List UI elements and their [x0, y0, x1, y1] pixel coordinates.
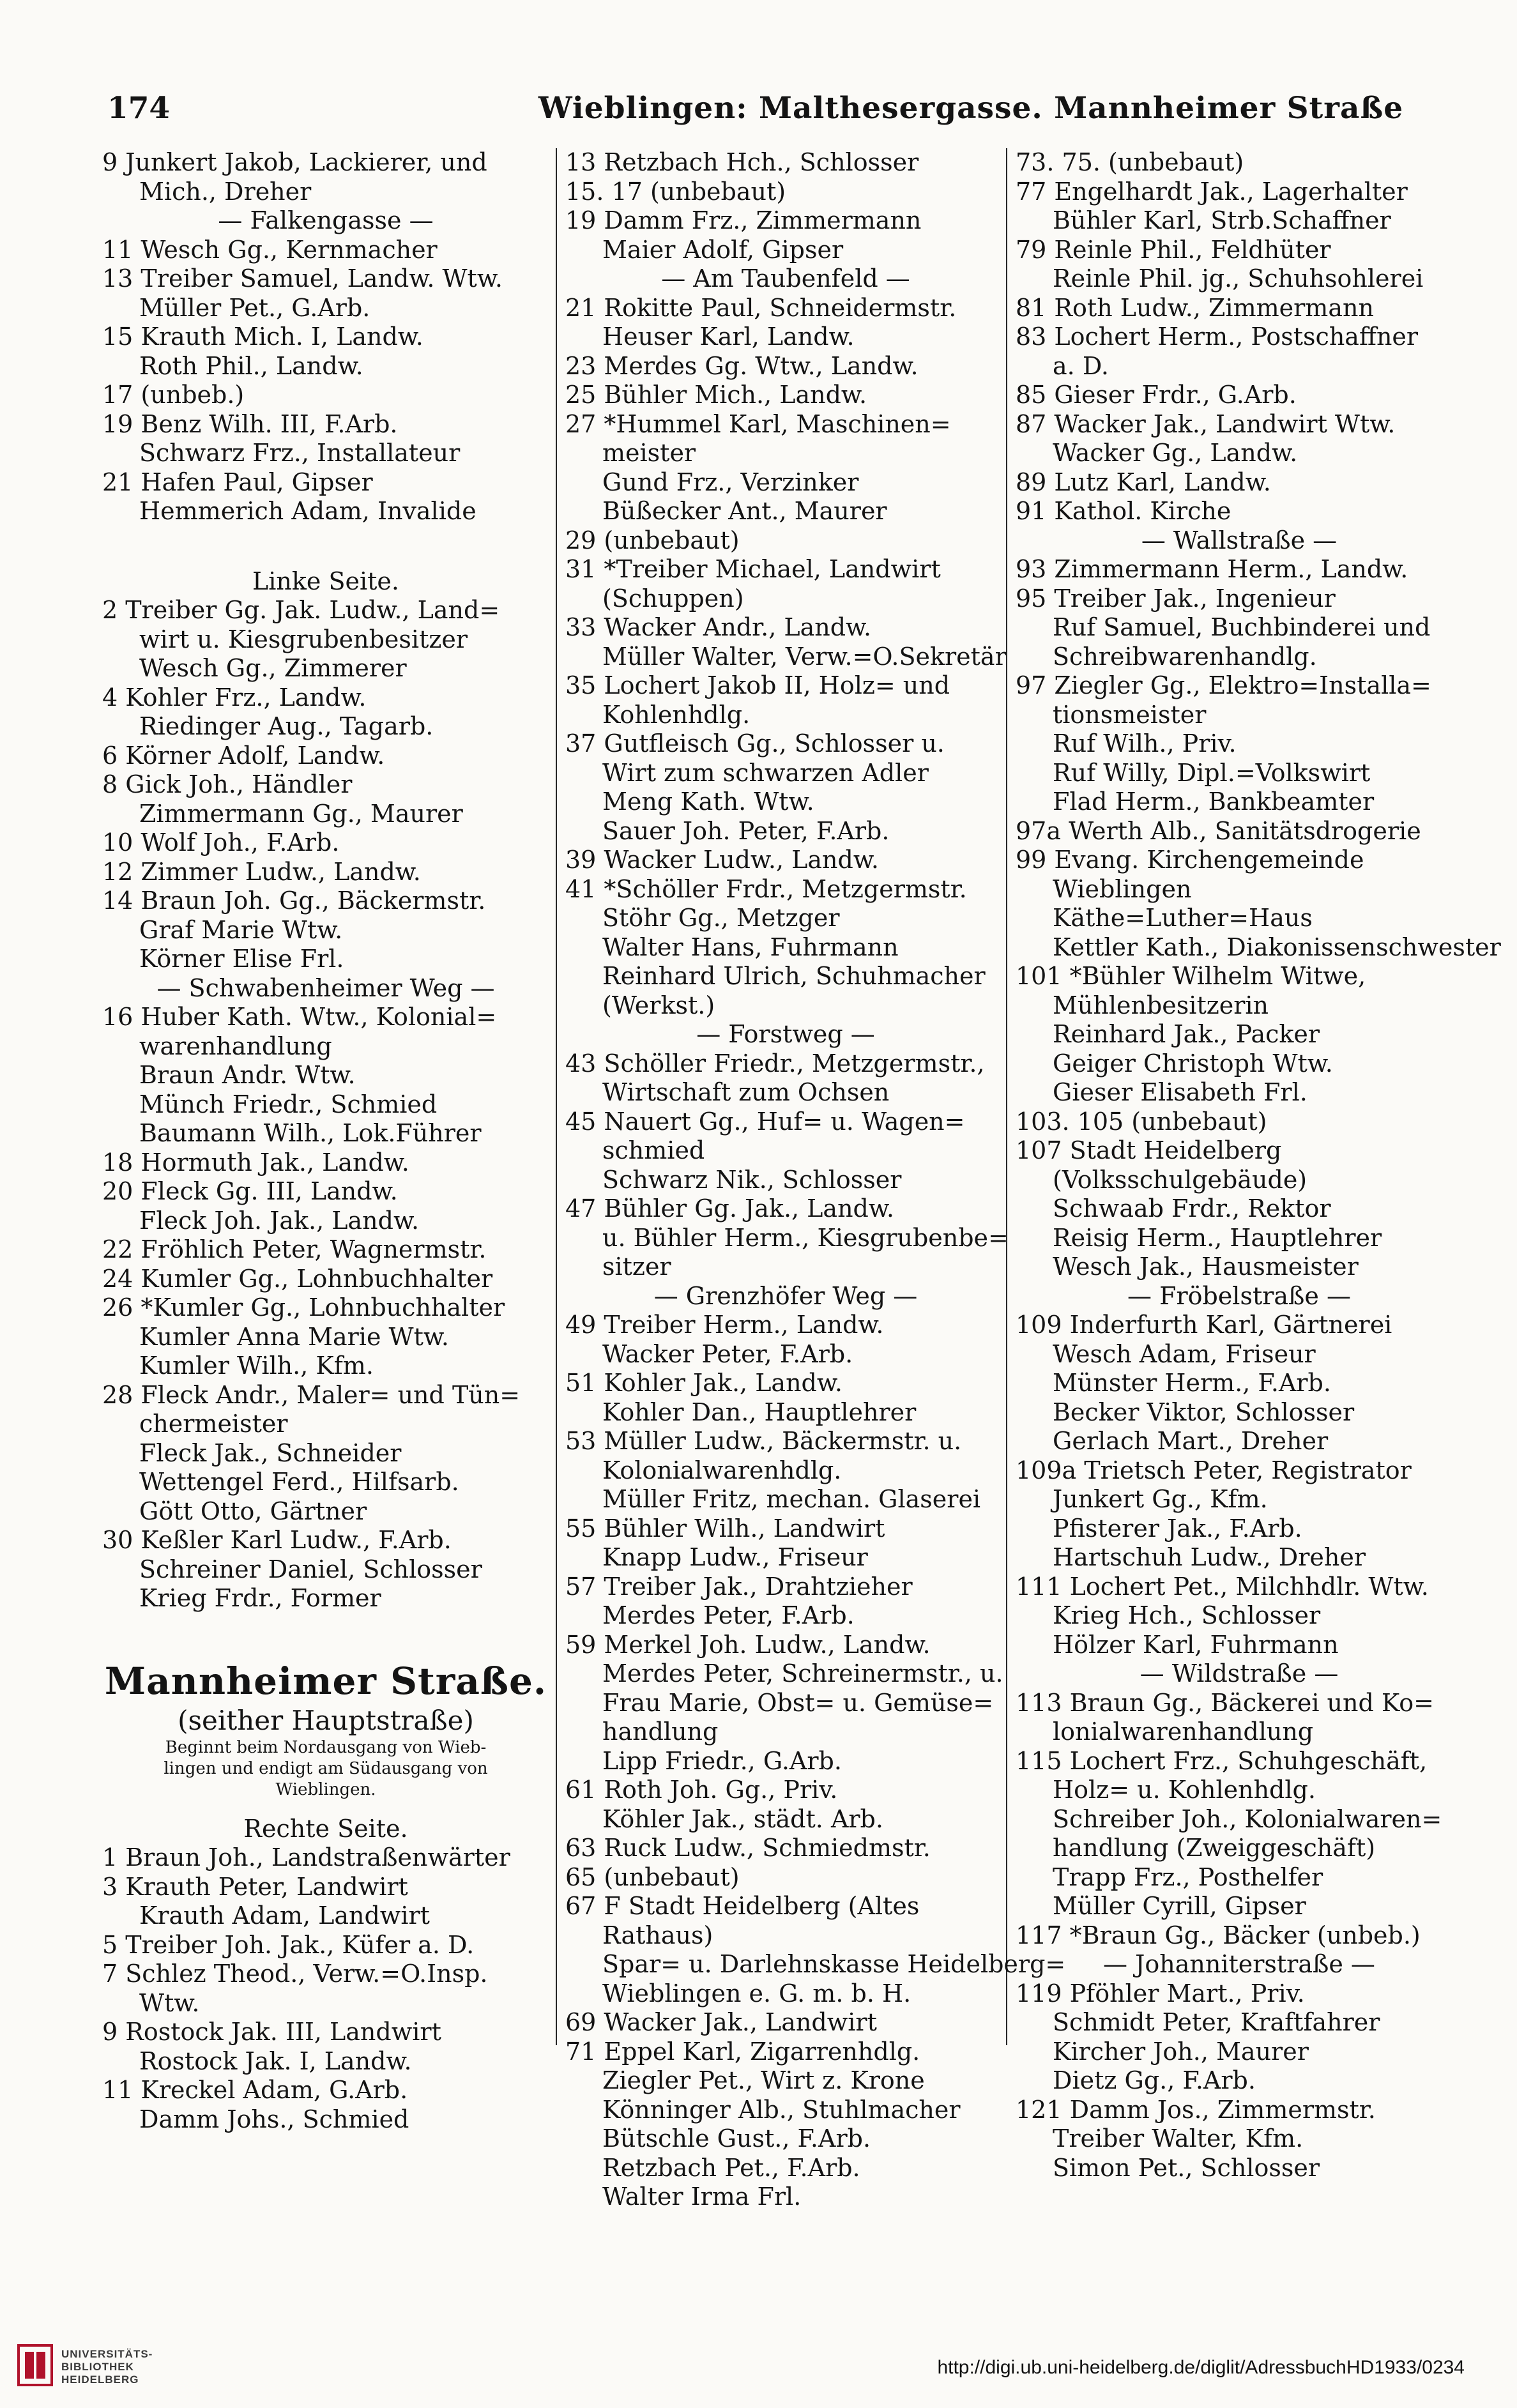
columns.middle-line: — Forstweg —	[696, 1020, 875, 1048]
columns.left-line: 6 Körner Adolf, Landw.	[102, 741, 385, 770]
columns.middle-line: Sauer Joh. Peter, F.Arb.	[602, 816, 890, 845]
columns.right-line: Simon Pet., Schlosser	[1053, 2153, 1320, 2182]
left-entries	[102, 148, 549, 1613]
columns.middle-line: Meng Kath. Wtw.	[602, 788, 814, 816]
columns.left_bottom-line: Krauth Adam, Landwirt	[139, 1901, 430, 1930]
columns.right-line: 89 Lutz Karl, Landw.	[1016, 468, 1271, 496]
columns.left-line: Fleck Joh. Jak., Landw.	[139, 1206, 420, 1235]
columns.left-line: — Schwabenheimer Weg —	[156, 973, 495, 1002]
street-heading	[102, 1658, 549, 1801]
columns.middle-line: Bütschle Gust., F.Arb.	[602, 2124, 871, 2153]
columns.middle-line: 13 Retzbach Hch., Schlosser	[565, 148, 919, 176]
columns.middle-line: Rathaus)	[602, 1921, 713, 1949]
columns.middle-line: 15. 17 (unbebaut)	[565, 177, 786, 206]
columns.middle-line: (Werkst.)	[602, 991, 715, 1019]
columns.left-line: 22 Fröhlich Peter, Wagnermstr.	[102, 1235, 487, 1263]
columns.right-line: (Volksschulgebäude)	[1053, 1165, 1307, 1194]
columns.middle-line: 31 *Treiber Michael, Landwirt	[565, 555, 941, 583]
columns.middle-line: (Schuppen)	[602, 584, 744, 613]
columns.right-line: 99 Evang. Kirchengemeinde	[1016, 846, 1364, 874]
columns.right-line: Reinle Phil. jg., Schuhsohlerei	[1053, 264, 1424, 293]
columns.left-line: Riedinger Aug., Tagarb.	[139, 712, 434, 740]
columns.right-line: Gerlach Mart., Dreher	[1053, 1427, 1329, 1455]
columns.left-line: 12 Zimmer Ludw., Landw.	[102, 857, 421, 886]
columns.left-line: 4 Kohler Frz., Landw.	[102, 683, 367, 712]
middle-column	[565, 148, 1066, 2212]
columns.right-line: — Fröbelstraße —	[1127, 1281, 1351, 1310]
columns.right-line: Becker Viktor, Schlosser	[1053, 1398, 1355, 1426]
library-name-line-1: UNIVERSITÄTS-	[61, 2348, 153, 2360]
columns.left-line: 15 Krauth Mich. I, Landw.	[102, 323, 423, 351]
columns.right-line: 83 Lochert Herm., Postschaffner	[1016, 323, 1419, 351]
columns.left-line: warenhandlung	[139, 1032, 332, 1060]
street-description-1: Beginnt beim Nordausgang von Wieb-	[165, 1737, 487, 1757]
columns.left-line: 2 Treiber Gg. Jak. Ludw., Land=	[102, 596, 500, 624]
columns.left_bottom-line: 1 Braun Joh., Landstraßenwärter	[102, 1843, 510, 1871]
columns.left-line: Roth Phil., Landw.	[139, 351, 363, 380]
columns.right-line: lonialwarenhandlung	[1053, 1718, 1314, 1746]
columns.right-line: 95 Treiber Jak., Ingenieur	[1016, 584, 1336, 613]
columns.middle-line: Ziegler Pet., Wirt z. Krone	[602, 2066, 925, 2094]
columns.middle-line: Wieblingen e. G. m. b. H.	[602, 1979, 911, 2008]
columns.middle-line: 49 Treiber Herm., Landw.	[565, 1311, 884, 1339]
columns.middle-line: Spar= u. Darlehnskasse Heidelberg=	[602, 1950, 1066, 1978]
columns.left-line: Körner Elise Frl.	[139, 945, 344, 973]
columns.left-line: 17 (unbeb.)	[102, 381, 245, 409]
columns.middle-line: 55 Bühler Wilh., Landwirt	[565, 1514, 885, 1543]
columns.middle-line: 39 Wacker Ludw., Landw.	[565, 846, 879, 874]
columns.left-line: 14 Braun Joh. Gg., Bäckermstr.	[102, 887, 486, 915]
columns.left-line: 20 Fleck Gg. III, Landw.	[102, 1177, 398, 1205]
street-title: Mannheimer Straße.	[104, 1659, 547, 1703]
columns.right-line: Junkert Gg., Kfm.	[1053, 1485, 1268, 1513]
columns.middle-line: 67 F Stadt Heidelberg (Altes	[565, 1892, 920, 1920]
columns.left_bottom-line: Damm Johs., Schmied	[139, 2105, 409, 2133]
columns.right-line: handlung (Zweiggeschäft)	[1053, 1834, 1376, 1862]
columns.right-line: Hartschuh Ludw., Dreher	[1053, 1543, 1366, 1571]
columns.middle-line: 27 *Hummel Karl, Maschinen=	[565, 409, 951, 438]
columns.middle-line: 23 Merdes Gg. Wtw., Landw.	[565, 351, 919, 380]
columns.right-line: Ruf Samuel, Buchbinderei und	[1053, 613, 1431, 641]
columns.middle-line: Walter Irma Frl.	[602, 2183, 802, 2211]
university-logo-icon	[16, 2343, 54, 2388]
columns.right-line: Ruf Willy, Dipl.=Volkswirt	[1053, 758, 1371, 787]
columns.left-line: Wesch Gg., Zimmerer	[139, 654, 407, 682]
columns.left-line: Kumler Anna Marie Wtw.	[139, 1322, 449, 1351]
columns.middle-line: Könninger Alb., Stuhlmacher	[602, 2095, 961, 2124]
columns.right-line: 79 Reinle Phil., Feldhüter	[1016, 235, 1331, 264]
street-description-2: lingen und endigt am Südausgang von	[164, 1758, 488, 1778]
columns.left_bottom-line: 7 Schlez Theod., Verw.=O.Insp.	[102, 1960, 488, 1988]
columns.right-line: 73. 75. (unbebaut)	[1016, 148, 1244, 176]
columns.right-line: Wacker Gg., Landw.	[1053, 439, 1298, 467]
columns.left-line: 11 Wesch Gg., Kernmacher	[102, 235, 438, 264]
columns.middle-line: Müller Walter, Verw.=O.Sekretär	[602, 642, 1007, 671]
left-column	[102, 148, 549, 2134]
columns.right-line: 85 Gieser Frdr., G.Arb.	[1016, 381, 1297, 409]
columns.left_bottom-line: Wtw.	[139, 1988, 200, 2017]
columns.middle-line: Köhler Jak., städt. Arb.	[602, 1804, 883, 1833]
columns.left-line: Hemmerich Adam, Invalide	[139, 497, 476, 525]
columns.middle-line: 25 Bühler Mich., Landw.	[565, 381, 867, 409]
columns.left-line: Braun Andr. Wtw.	[139, 1061, 356, 1089]
columns.middle-line: Lipp Friedr., G.Arb.	[602, 1746, 842, 1775]
columns.left-line: Münch Friedr., Schmied	[139, 1090, 438, 1118]
columns.right-line: Kettler Kath., Diakonissenschwester	[1053, 933, 1501, 961]
columns.middle-line: 51 Kohler Jak., Landw.	[565, 1369, 842, 1397]
columns.left_bottom-line: Rechte Seite.	[243, 1814, 408, 1843]
library-name-line-2: BIBLIOTHEK	[61, 2361, 134, 2373]
columns.left-line: Schwarz Frz., Installateur	[139, 439, 461, 467]
columns.right-line: Reisig Herm., Hauptlehrer	[1053, 1223, 1382, 1252]
columns.right-line: Bühler Karl, Strb.Schaffner	[1053, 206, 1391, 234]
columns.right-line: 81 Roth Ludw., Zimmermann	[1016, 293, 1374, 322]
columns.right-line: 117 *Braun Gg., Bäcker (unbeb.)	[1016, 1921, 1421, 1949]
columns.right-line: Wesch Jak., Hausmeister	[1053, 1253, 1359, 1281]
columns.left-line: wirt u. Kiesgrubenbesitzer	[139, 625, 468, 653]
columns.left_bottom-line: 5 Treiber Joh. Jak., Küfer a. D.	[102, 1930, 475, 1959]
columns.middle-line: Büßecker Ant., Maurer	[602, 497, 887, 525]
columns.left-line: 21 Hafen Paul, Gipser	[102, 468, 373, 496]
columns.middle-line: 61 Roth Joh. Gg., Priv.	[565, 1776, 838, 1804]
columns.right-line: 121 Damm Jos., Zimmermstr.	[1016, 2095, 1376, 2124]
columns.right-line: 87 Wacker Jak., Landwirt Wtw.	[1016, 409, 1396, 438]
columns.left-line: Kumler Wilh., Kfm.	[139, 1352, 374, 1380]
columns.middle-line: Merdes Peter, Schreinermstr., u.	[602, 1659, 1003, 1688]
columns.right-line: Schreiber Joh., Kolonialwaren=	[1053, 1804, 1442, 1833]
columns.right-line: Holz= u. Kohlenhdlg.	[1053, 1776, 1316, 1804]
columns.right-line: 107 Stadt Heidelberg	[1016, 1136, 1282, 1164]
columns.middle-line: Stöhr Gg., Metzger	[602, 904, 840, 932]
columns.middle-line: u. Bühler Herm., Kiesgrubenbe=	[602, 1223, 1009, 1252]
columns.right-line: Dietz Gg., F.Arb.	[1053, 2066, 1256, 2094]
columns.middle-line: Walter Hans, Fuhrmann	[602, 933, 899, 961]
columns.right-line: Gieser Elisabeth Frl.	[1053, 1078, 1307, 1106]
columns.left-line: 8 Gick Joh., Händler	[102, 770, 353, 798]
columns.middle-line: Knapp Ludw., Friseur	[602, 1543, 868, 1571]
columns.right-line: Münster Herm., F.Arb.	[1053, 1369, 1331, 1397]
columns.middle-line: Reinhard Ulrich, Schuhmacher	[602, 962, 986, 990]
columns.left-line: Müller Pet., G.Arb.	[139, 293, 370, 322]
columns.right-line: Krieg Hch., Schlosser	[1053, 1601, 1321, 1629]
column-rule-2	[1006, 148, 1007, 2045]
columns.left-line: 18 Hormuth Jak., Landw.	[102, 1148, 409, 1177]
columns.left_bottom-line: Rostock Jak. I, Landw.	[139, 2046, 412, 2075]
columns.right-line: Reinhard Jak., Packer	[1053, 1020, 1320, 1048]
columns.left-line: Mich., Dreher	[139, 177, 312, 206]
columns.left-line: 9 Junkert Jakob, Lackierer, und	[102, 148, 487, 176]
source-url-link[interactable]: http://digi.ub.uni-heidelberg.de/diglit/AdressbuchHD1933/0234	[937, 2357, 1465, 2378]
columns.left-line: Fleck Jak., Schneider	[139, 1438, 402, 1467]
columns.right-line: Schwaab Frdr., Rektor	[1053, 1194, 1331, 1223]
columns.right-line: 101 *Bühler Wilhelm Witwe,	[1016, 962, 1366, 990]
columns.middle-line: 45 Nauert Gg., Huf= u. Wagen=	[565, 1107, 965, 1136]
columns.middle-line: Müller Fritz, mechan. Glaserei	[602, 1485, 981, 1513]
columns.middle-line: Wirtschaft zum Ochsen	[602, 1078, 890, 1106]
columns.left-line: 13 Treiber Samuel, Landw. Wtw.	[102, 264, 503, 293]
columns.middle-line: Merdes Peter, F.Arb.	[602, 1601, 855, 1629]
columns.middle-line: 57 Treiber Jak., Drahtzieher	[565, 1572, 913, 1601]
running-head: Wieblingen: Malthesergasse. Mannheimer Straße	[538, 91, 1404, 126]
columns.right-line: Mühlenbesitzerin	[1053, 991, 1269, 1019]
columns.right-line: Flad Herm., Bankbeamter	[1053, 788, 1375, 816]
columns.left_bottom-line: 3 Krauth Peter, Landwirt	[102, 1872, 408, 1901]
columns.middle-line: 29 (unbebaut)	[565, 526, 740, 554]
columns.left-line: Gött Otto, Gärtner	[139, 1497, 367, 1525]
columns.left-line: 10 Wolf Joh., F.Arb.	[102, 828, 340, 857]
columns.right-line: 93 Zimmermann Herm., Landw.	[1016, 555, 1408, 583]
columns.right-line: 111 Lochert Pet., Milchhdlr. Wtw.	[1016, 1572, 1429, 1601]
library-name	[61, 2348, 153, 2386]
columns.right-line: 77 Engelhardt Jak., Lagerhalter	[1016, 177, 1408, 206]
columns.middle-line: Kolonialwarenhdlg.	[602, 1456, 842, 1484]
street-subtitle: (seither Hauptstraße)	[178, 1704, 474, 1736]
columns.middle-line: Retzbach Pet., F.Arb.	[602, 2153, 860, 2182]
columns.right-line: Treiber Walter, Kfm.	[1053, 2124, 1304, 2153]
columns.middle-line: 35 Lochert Jakob II, Holz= und	[565, 671, 950, 699]
columns.left-line: 19 Benz Wilh. III, F.Arb.	[102, 409, 398, 438]
columns.middle-line: Frau Marie, Obst= u. Gemüse=	[602, 1688, 994, 1717]
columns.middle-line: — Grenzhöfer Weg —	[653, 1281, 918, 1310]
columns.middle-line: 65 (unbebaut)	[565, 1863, 740, 1891]
columns.middle-line: Gund Frz., Verzinker	[602, 468, 859, 496]
columns.middle-line: 69 Wacker Jak., Landwirt	[565, 2008, 877, 2036]
columns.right-line: Wesch Adam, Friseur	[1053, 1339, 1316, 1368]
library-name-line-3: HEIDELBERG	[61, 2374, 139, 2386]
columns.right-line: Hölzer Karl, Fuhrmann	[1053, 1630, 1339, 1659]
columns.left-line: Linke Seite.	[252, 567, 399, 595]
columns.right-line: 109 Inderfurth Karl, Gärtnerei	[1016, 1311, 1392, 1339]
columns.right-line: — Wallstraße —	[1141, 526, 1338, 554]
columns.middle-line: — Am Taubenfeld —	[661, 264, 910, 293]
columns.middle-line: 37 Gutfleisch Gg., Schlosser u.	[565, 729, 945, 758]
columns.left-line: Baumann Wilh., Lok.Führer	[139, 1119, 482, 1147]
columns.middle-line: Heuser Karl, Landw.	[602, 323, 855, 351]
columns.left_bottom-line: 11 Kreckel Adam, G.Arb.	[102, 2076, 408, 2104]
columns.middle-line: sitzer	[602, 1253, 671, 1281]
columns.left-line: Wettengel Ferd., Hilfsarb.	[139, 1468, 459, 1496]
columns.right-line: 97a Werth Alb., Sanitätsdrogerie	[1016, 816, 1421, 845]
columns.right-line: Kircher Joh., Maurer	[1053, 2037, 1309, 2066]
columns.middle-line: 19 Damm Frz., Zimmermann	[565, 206, 922, 234]
columns.left-line: Krieg Frdr., Former	[139, 1584, 381, 1612]
columns.right-line: Käthe=Luther=Haus	[1053, 904, 1313, 932]
columns.middle-line: 59 Merkel Joh. Ludw., Landw.	[565, 1630, 931, 1659]
page-number: 174	[107, 91, 171, 126]
columns.left_bottom-line: 9 Rostock Jak. III, Landwirt	[102, 2018, 441, 2046]
columns.right-line: Ruf Wilh., Priv.	[1053, 729, 1237, 758]
columns.right-line: 113 Braun Gg., Bäckerei und Ko=	[1016, 1688, 1434, 1717]
columns.left-line: 26 *Kumler Gg., Lohnbuchhalter	[102, 1293, 505, 1322]
columns.right-line: Geiger Christoph Wtw.	[1053, 1049, 1333, 1078]
columns.left-line: Graf Marie Wtw.	[139, 915, 343, 944]
street-description-3: Wieblingen.	[275, 1779, 376, 1799]
columns.left-line: Zimmermann Gg., Maurer	[139, 799, 463, 828]
columns.right-line: Schmidt Peter, Kraftfahrer	[1053, 2008, 1380, 2036]
columns.left-line: 28 Fleck Andr., Maler= und Tün=	[102, 1380, 521, 1409]
columns.right-line: tionsmeister	[1053, 700, 1207, 729]
columns.left-line	[102, 526, 549, 567]
columns.left-line: 24 Kumler Gg., Lohnbuchhalter	[102, 1264, 493, 1293]
columns.left-line: 30 Keßler Karl Ludw., F.Arb.	[102, 1526, 452, 1554]
columns.middle-line: Kohler Dan., Hauptlehrer	[602, 1398, 917, 1426]
columns.middle-line: 21 Rokitte Paul, Schneidermstr.	[565, 293, 957, 322]
columns.middle-line: 63 Ruck Ludw., Schmiedmstr.	[565, 1834, 931, 1862]
columns.middle-line: meister	[602, 439, 696, 467]
columns.middle-line: 33 Wacker Andr., Landw.	[565, 613, 872, 641]
columns.middle-line: 41 *Schöller Frdr., Metzgermstr.	[565, 874, 967, 903]
columns.right-line: 103. 105 (unbebaut)	[1016, 1107, 1267, 1136]
columns.right-line: Pfisterer Jak., F.Arb.	[1053, 1514, 1302, 1543]
columns.right-line: 119 Pföhler Mart., Priv.	[1016, 1979, 1305, 2008]
columns.middle-line: 47 Bühler Gg. Jak., Landw.	[565, 1194, 894, 1223]
columns.right-line: — Johanniterstraße —	[1103, 1950, 1375, 1978]
columns.left-line: chermeister	[139, 1410, 288, 1438]
columns.middle-line: Wirt zum schwarzen Adler	[602, 758, 929, 787]
columns.right-line: 115 Lochert Frz., Schuhgeschäft,	[1016, 1746, 1428, 1775]
columns.middle-line: schmied	[602, 1136, 705, 1164]
columns.right-line: — Wildstraße —	[1140, 1659, 1339, 1688]
columns.middle-line: Kohlenhdlg.	[602, 700, 751, 729]
columns.right-line: Schreibwarenhandlg.	[1053, 642, 1317, 671]
columns.right-line: Müller Cyrill, Gipser	[1053, 1892, 1306, 1920]
columns.right-line: 91 Kathol. Kirche	[1016, 497, 1231, 525]
columns.left-line: 16 Huber Kath. Wtw., Kolonial=	[102, 1003, 497, 1031]
column-rule-1	[556, 148, 557, 2045]
columns.right-line: 109a Trietsch Peter, Registrator	[1016, 1456, 1412, 1484]
columns.left-line: — Falkengasse —	[218, 206, 434, 234]
columns.middle-line: 53 Müller Ludw., Bäckermstr. u.	[565, 1427, 962, 1455]
columns.middle-line: 43 Schöller Friedr., Metzgermstr.,	[565, 1049, 985, 1078]
right-column	[1016, 148, 1501, 2183]
columns.middle-line: 71 Eppel Karl, Zigarrenhdlg.	[565, 2037, 920, 2066]
columns.middle-line: Schwarz Nik., Schlosser	[602, 1165, 902, 1194]
left-bottom-entries	[102, 1815, 549, 2135]
columns.right-line: Trapp Frz., Posthelfer	[1053, 1863, 1323, 1891]
columns.middle-line: Wacker Peter, F.Arb.	[602, 1339, 853, 1368]
columns.right-line: Wieblingen	[1053, 874, 1192, 903]
columns.middle-line: Maier Adolf, Gipser	[602, 235, 844, 264]
columns.right-line: 97 Ziegler Gg., Elektro=Installa=	[1016, 671, 1431, 699]
columns.right-line: a. D.	[1053, 351, 1109, 380]
columns.left-line: Schreiner Daniel, Schlosser	[139, 1555, 482, 1583]
columns.middle-line: handlung	[602, 1718, 719, 1746]
